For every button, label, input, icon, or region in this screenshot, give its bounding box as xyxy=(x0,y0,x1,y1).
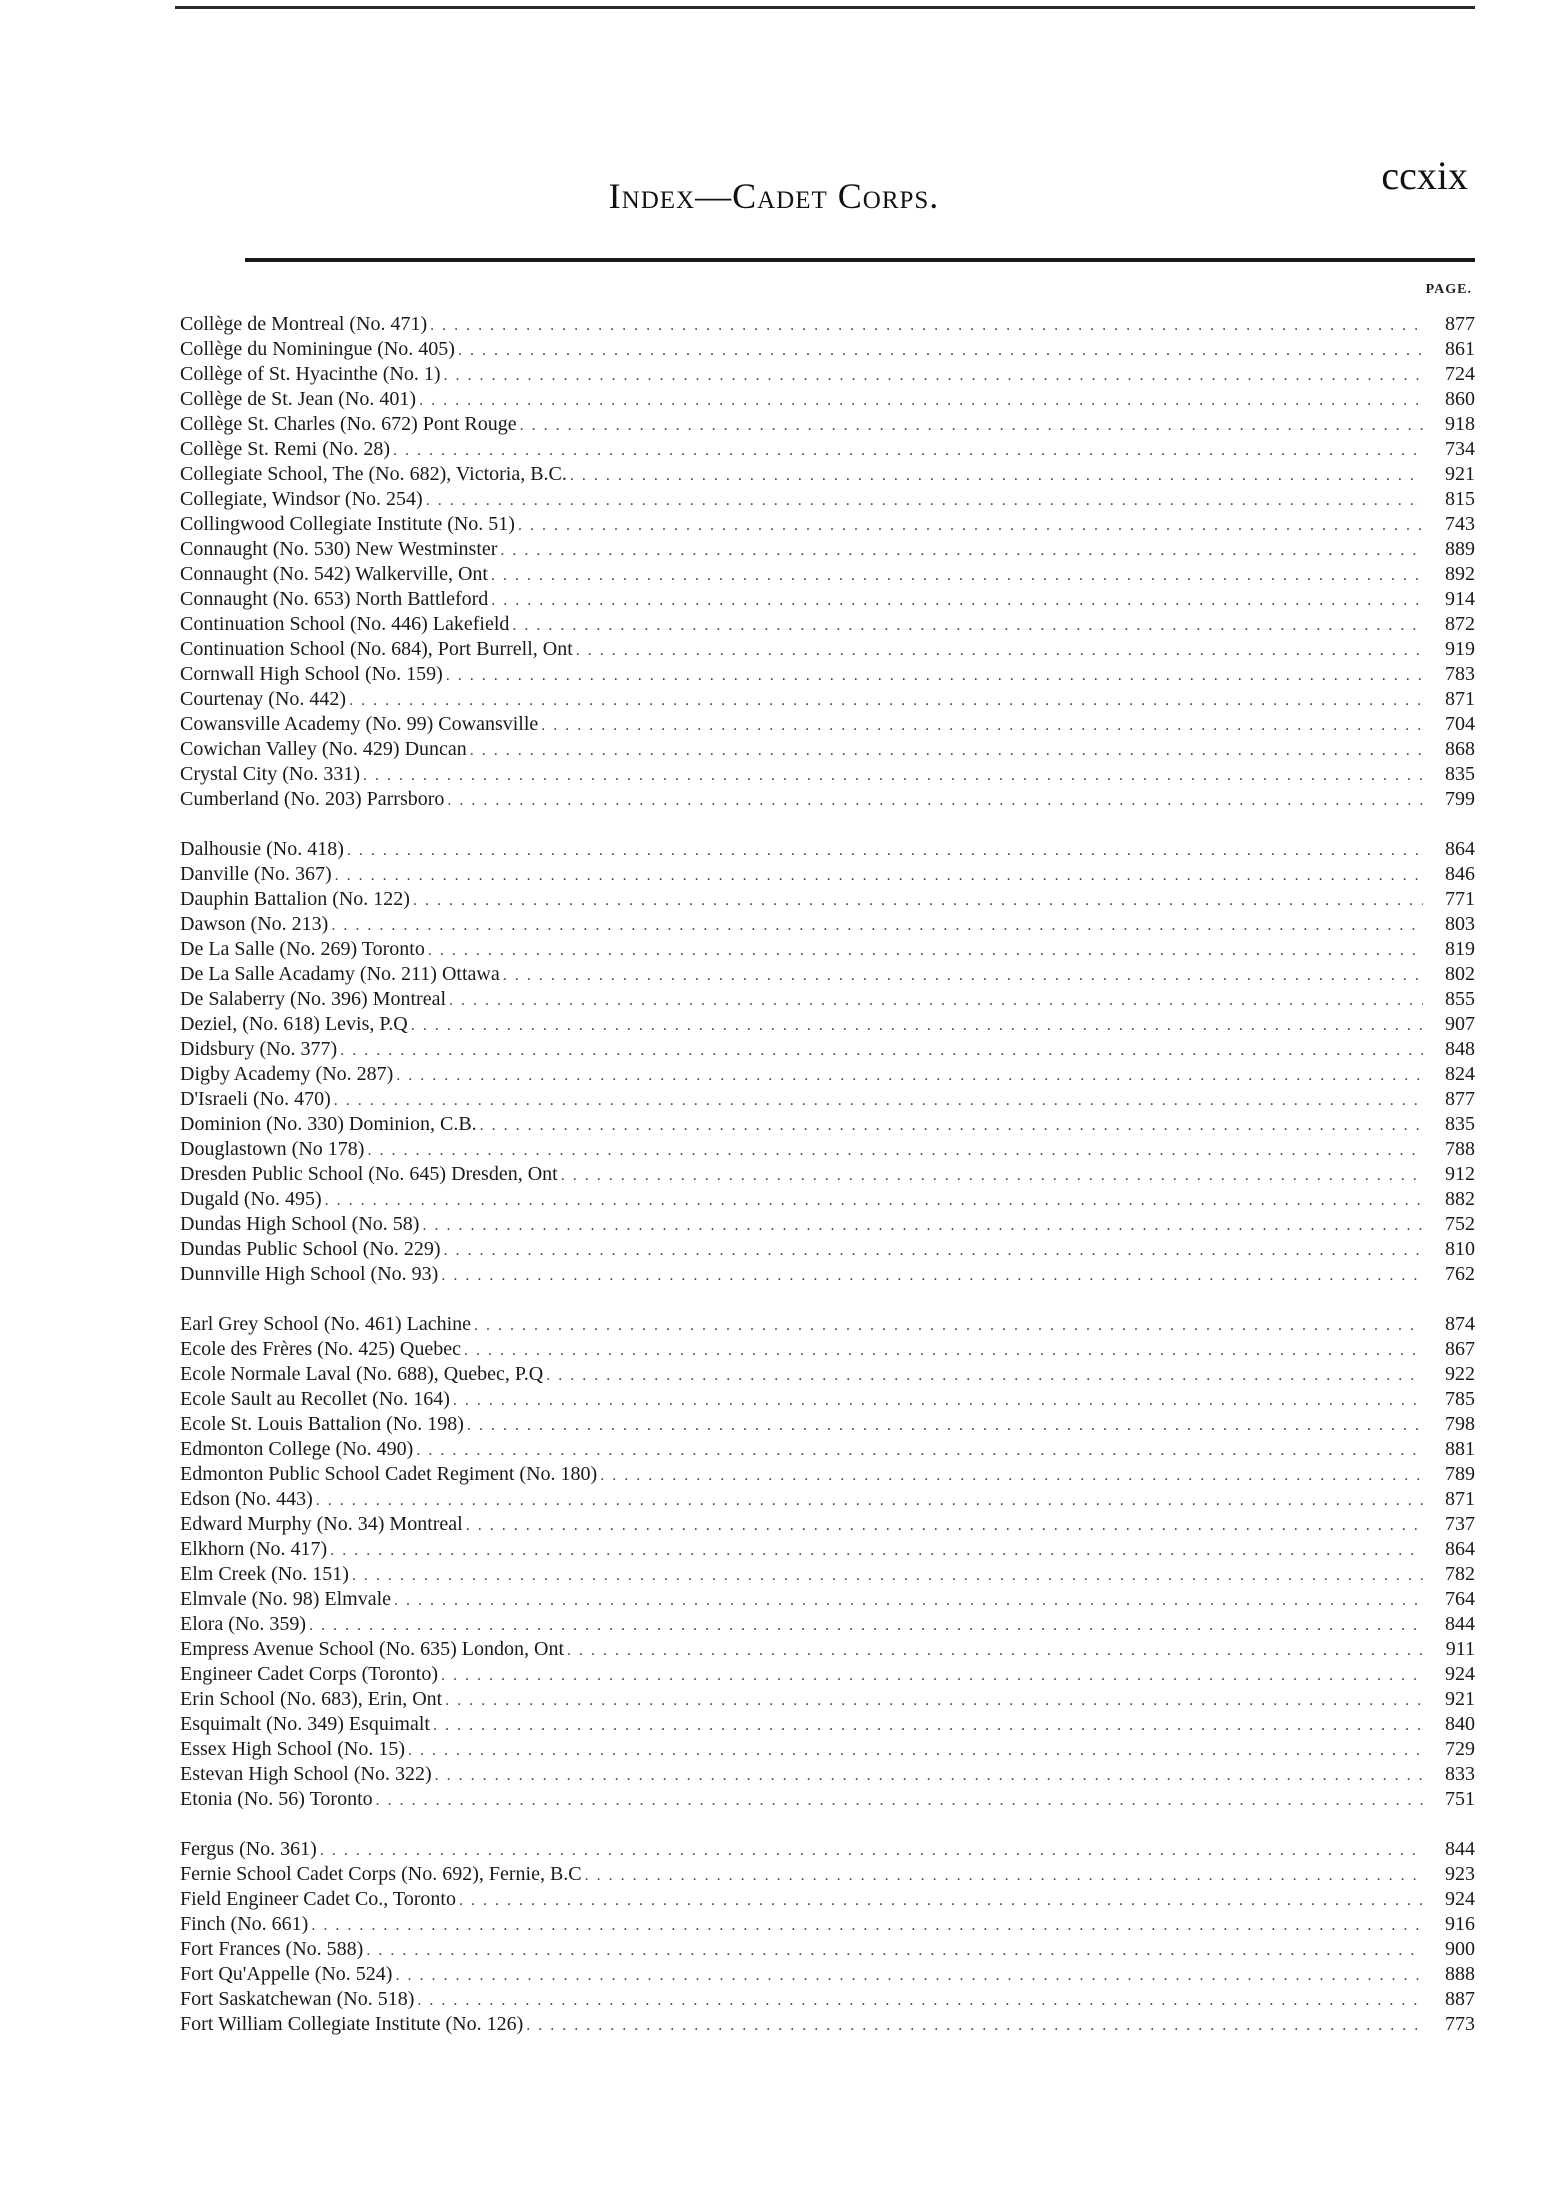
index-entry xyxy=(180,1787,1475,1812)
dot-leader xyxy=(470,738,1423,763)
index-entry-label: Elora (No. 359) xyxy=(180,1613,307,1635)
index-entry xyxy=(180,1362,1475,1387)
index-entry xyxy=(180,712,1475,737)
index-entry-page: 921 xyxy=(1445,1688,1475,1710)
index-entry-page: 868 xyxy=(1445,738,1475,760)
index-entry-page: 751 xyxy=(1445,1788,1475,1810)
index-entry xyxy=(180,412,1475,437)
index-entry xyxy=(180,1237,1475,1262)
index-entry xyxy=(180,912,1475,937)
index-entry-page: 764 xyxy=(1445,1588,1475,1610)
index-entry-page: 892 xyxy=(1445,563,1475,585)
index-entry xyxy=(180,2012,1475,2037)
index-entry-label: Collège de St. Jean (No. 401) xyxy=(180,388,417,410)
dot-leader xyxy=(363,763,1423,788)
index-entry xyxy=(180,1187,1475,1212)
dot-leader xyxy=(334,1088,1423,1113)
index-entry-page: 919 xyxy=(1445,638,1475,660)
index-entry-page: 871 xyxy=(1445,688,1475,710)
index-entry xyxy=(180,862,1475,887)
index-entry-page: 887 xyxy=(1445,1988,1475,2010)
index-entry-page: 819 xyxy=(1445,938,1475,960)
index-entry-page: 881 xyxy=(1445,1438,1475,1460)
index-entry-page: 872 xyxy=(1445,613,1475,635)
index-entry xyxy=(180,987,1475,1012)
index-entry-page: 846 xyxy=(1445,863,1475,885)
dot-leader xyxy=(316,1488,1423,1513)
index-entry-label: Collège St. Charles (No. 672) Pont Rouge xyxy=(180,413,517,435)
page-folio: ccxix xyxy=(1381,153,1468,198)
index-entry xyxy=(180,1687,1475,1712)
dot-leader xyxy=(426,488,1423,513)
index-entry xyxy=(180,612,1475,637)
dot-leader xyxy=(366,1938,1423,1963)
dot-leader xyxy=(422,1213,1423,1238)
index-entry-label: Essex High School (No. 15) xyxy=(180,1738,405,1760)
index-entry-label: Finch (No. 661) xyxy=(180,1913,309,1935)
dot-leader xyxy=(367,1138,1423,1163)
index-entry-page: 752 xyxy=(1445,1213,1475,1235)
index-entry-label: Ecole St. Louis Battalion (No. 198) xyxy=(180,1413,464,1435)
index-entry-label: Empress Avenue School (No. 635) London, Ont xyxy=(180,1638,565,1660)
dot-leader xyxy=(520,413,1423,438)
index-entry-label: Didsbury (No. 377) xyxy=(180,1038,338,1060)
dot-leader xyxy=(459,1888,1423,1913)
dot-leader xyxy=(503,963,1423,988)
dot-leader xyxy=(325,1188,1423,1213)
index-entry-page: 743 xyxy=(1445,513,1475,535)
dot-leader xyxy=(567,1638,1423,1663)
header-rule xyxy=(245,258,1475,262)
dot-leader xyxy=(331,913,1423,938)
index-entry xyxy=(180,1412,1475,1437)
dot-leader xyxy=(480,1113,1423,1138)
index-entry-label: Crystal City (No. 331) xyxy=(180,763,360,785)
index-entry-page: 729 xyxy=(1445,1738,1475,1760)
index-entry-label: Elkhorn (No. 417) xyxy=(180,1538,328,1560)
dot-leader xyxy=(600,1463,1423,1488)
index-entry xyxy=(180,837,1475,862)
index-entry-label: Dresden Public School (No. 645) Dresden, Ont xyxy=(180,1163,558,1185)
index-entry xyxy=(180,1137,1475,1162)
index-entry xyxy=(180,1737,1475,1762)
page-column-heading: PAGE. xyxy=(1425,282,1472,297)
index-entry xyxy=(180,1012,1475,1037)
index-entry-page: 860 xyxy=(1445,388,1475,410)
index-entry xyxy=(180,787,1475,812)
index-entry-page: 889 xyxy=(1445,538,1475,560)
index-entry-label: Connaught (No. 530) New Westminster xyxy=(180,538,498,560)
index-entry-page: 734 xyxy=(1445,438,1475,460)
index-entry xyxy=(180,1512,1475,1537)
index-entry-label: Collegiate School, The (No. 682), Victoria, B.C. xyxy=(180,463,567,485)
index-entry-label: Cowansville Academy (No. 99) Cowansville xyxy=(180,713,539,735)
index-entry xyxy=(180,1437,1475,1462)
index-entry-page: 815 xyxy=(1445,488,1475,510)
index-entry-page: 861 xyxy=(1445,338,1475,360)
index-entry-label: Dundas Public School (No. 229) xyxy=(180,1238,441,1260)
index-entry-label: Estevan High School (No. 322) xyxy=(180,1763,432,1785)
dot-leader xyxy=(433,1713,1423,1738)
index-entry-label: Dugald (No. 495) xyxy=(180,1188,322,1210)
index-entry-page: 782 xyxy=(1445,1563,1475,1585)
index-entry xyxy=(180,437,1475,462)
index-entry-page: 788 xyxy=(1445,1138,1475,1160)
dot-leader xyxy=(444,1238,1423,1263)
index-entry xyxy=(180,887,1475,912)
index-entry-page: 923 xyxy=(1445,1863,1475,1885)
index-entry xyxy=(180,1462,1475,1487)
index-entry-page: 877 xyxy=(1445,1088,1475,1110)
index-entry-page: 799 xyxy=(1445,788,1475,810)
index-entry xyxy=(180,1112,1475,1137)
index-entry-page: 922 xyxy=(1445,1363,1475,1385)
index-entry-page: 724 xyxy=(1445,363,1475,385)
dot-leader xyxy=(512,613,1423,638)
index-entry xyxy=(180,1637,1475,1662)
dot-leader xyxy=(576,638,1423,663)
index-entry-page: 835 xyxy=(1445,1113,1475,1135)
index-entry-page: 840 xyxy=(1445,1713,1475,1735)
index-entry-page: 833 xyxy=(1445,1763,1475,1785)
index-entry-label: Etonia (No. 56) Toronto xyxy=(180,1788,373,1810)
index-entry-page: 824 xyxy=(1445,1063,1475,1085)
index-entry xyxy=(180,487,1475,512)
dot-leader xyxy=(458,338,1423,363)
dot-leader xyxy=(491,563,1423,588)
page-title: Index—Cadet Corps. xyxy=(608,176,940,216)
index-entry xyxy=(180,1162,1475,1187)
dot-leader xyxy=(441,1663,1423,1688)
index-entry-page: 704 xyxy=(1445,713,1475,735)
index-entry-label: Collège St. Remi (No. 28) xyxy=(180,438,390,460)
index-entry-label: Field Engineer Cadet Co., Toronto xyxy=(180,1888,456,1910)
dot-leader xyxy=(453,1388,1423,1413)
index-entry-page: 737 xyxy=(1445,1513,1475,1535)
index-entry xyxy=(180,537,1475,562)
index-entry xyxy=(180,687,1475,712)
index-entry-page: 864 xyxy=(1445,1538,1475,1560)
index-entry-page: 918 xyxy=(1445,413,1475,435)
dot-leader xyxy=(330,1538,1423,1563)
index-entry xyxy=(180,512,1475,537)
index-entry-label: Cowichan Valley (No. 429) Duncan xyxy=(180,738,467,760)
dot-leader xyxy=(417,1988,1423,2013)
index-entry-label: Fergus (No. 361) xyxy=(180,1838,317,1860)
index-entry-label: Dalhousie (No. 418) xyxy=(180,838,344,860)
dot-leader xyxy=(464,1338,1423,1363)
dot-leader xyxy=(546,1363,1423,1388)
index-entry-label: Earl Grey School (No. 461) Lachine xyxy=(180,1313,472,1335)
dot-leader xyxy=(585,1863,1423,1888)
index-entry-page: 802 xyxy=(1445,963,1475,985)
index-entry-page: 762 xyxy=(1445,1263,1475,1285)
dot-leader xyxy=(446,663,1423,688)
top-edge-rule xyxy=(175,6,1475,9)
index-entry xyxy=(180,1987,1475,2012)
index-entry xyxy=(180,1862,1475,1887)
index-entry xyxy=(180,762,1475,787)
index-entry xyxy=(180,362,1475,387)
index-entry-page: 874 xyxy=(1445,1313,1475,1335)
index-entry-label: Digby Academy (No. 287) xyxy=(180,1063,394,1085)
dot-leader xyxy=(466,1513,1423,1538)
index-entry-label: Elmvale (No. 98) Elmvale xyxy=(180,1588,392,1610)
index-entry-page: 844 xyxy=(1445,1838,1475,1860)
dot-leader xyxy=(561,1163,1423,1188)
index-entry-page: 907 xyxy=(1445,1013,1475,1035)
index-entry-page: 810 xyxy=(1445,1238,1475,1260)
dot-leader xyxy=(449,988,1423,1013)
index-entry-label: Connaught (No. 653) North Battleford xyxy=(180,588,489,610)
dot-leader xyxy=(430,313,1423,338)
index-entry-page: 924 xyxy=(1445,1663,1475,1685)
index-entry xyxy=(180,462,1475,487)
index-entry-page: 773 xyxy=(1445,2013,1475,2035)
dot-leader xyxy=(352,1563,1423,1588)
index-entry xyxy=(180,937,1475,962)
index-entry-label: Connaught (No. 542) Walkerville, Ont xyxy=(180,563,488,585)
index-entry-page: 900 xyxy=(1445,1938,1475,1960)
index-entry xyxy=(180,1562,1475,1587)
index-entry-page: 888 xyxy=(1445,1963,1475,1985)
index-entry-label: Engineer Cadet Corps (Toronto) xyxy=(180,1663,438,1685)
index-entry-label: Elm Creek (No. 151) xyxy=(180,1563,349,1585)
index-entry xyxy=(180,962,1475,987)
index-entry-label: Edmonton Public School Cadet Regiment (No. 180) xyxy=(180,1463,598,1485)
index-entry xyxy=(180,312,1475,337)
index-entry-page: 785 xyxy=(1445,1388,1475,1410)
index-entry-label: Edward Murphy (No. 34) Montreal xyxy=(180,1513,463,1535)
index-entry xyxy=(180,1312,1475,1337)
index-entry-page: 771 xyxy=(1445,888,1475,910)
index-entry-page: 789 xyxy=(1445,1463,1475,1485)
index-entry-label: Edson (No. 443) xyxy=(180,1488,313,1510)
dot-leader xyxy=(395,1963,1423,1988)
index-entry-label: Edmonton College (No. 490) xyxy=(180,1438,414,1460)
index-entry-page: 912 xyxy=(1445,1163,1475,1185)
index-entry-page: 914 xyxy=(1445,588,1475,610)
dot-leader xyxy=(416,1438,1423,1463)
dot-leader xyxy=(518,513,1423,538)
index-entry xyxy=(180,1387,1475,1412)
index-entry xyxy=(180,1087,1475,1112)
index-entry xyxy=(180,737,1475,762)
index-entry-label: Collège du Nominingue (No. 405) xyxy=(180,338,455,360)
index-entry-label: Courtenay (No. 442) xyxy=(180,688,347,710)
index-entry xyxy=(180,1037,1475,1062)
dot-leader xyxy=(311,1913,1423,1938)
dot-leader xyxy=(347,838,1423,863)
index-entry-label: Collegiate, Windsor (No. 254) xyxy=(180,488,423,510)
index-entry-label: Cumberland (No. 203) Parrsboro xyxy=(180,788,445,810)
index-entry-label: Deziel, (No. 618) Levis, P.Q xyxy=(180,1013,408,1035)
index-entry-page: 924 xyxy=(1445,1888,1475,1910)
index-entry xyxy=(180,1587,1475,1612)
index-entry xyxy=(180,1662,1475,1687)
dot-leader xyxy=(335,863,1423,888)
index-entry xyxy=(180,562,1475,587)
dot-leader xyxy=(309,1613,1423,1638)
dot-leader xyxy=(340,1038,1423,1063)
index-entry xyxy=(180,1937,1475,1962)
index-entry xyxy=(180,1912,1475,1937)
dot-leader xyxy=(408,1738,1423,1763)
index-entry-label: Erin School (No. 683), Erin, Ont xyxy=(180,1688,443,1710)
dot-leader xyxy=(376,1788,1423,1813)
index-entry xyxy=(180,1487,1475,1512)
index-entry xyxy=(180,1262,1475,1287)
index-entry xyxy=(180,662,1475,687)
index-entry-label: Fort Saskatchewan (No. 518) xyxy=(180,1988,415,2010)
index-entry-page: 835 xyxy=(1445,763,1475,785)
dot-leader xyxy=(491,588,1423,613)
index-entry xyxy=(180,1887,1475,1912)
dot-leader xyxy=(526,2013,1423,2038)
dot-leader xyxy=(413,888,1423,913)
dot-leader xyxy=(394,1588,1423,1613)
index-entry-label: Danville (No. 367) xyxy=(180,863,332,885)
dot-leader xyxy=(411,1013,1423,1038)
index-entry-label: Fort William Collegiate Institute (No. 126) xyxy=(180,2013,524,2035)
index-entry-label: Ecole Sault au Recollet (No. 164) xyxy=(180,1388,450,1410)
index-entry-label: De Salaberry (No. 396) Montreal xyxy=(180,988,447,1010)
index-entry-label: Collège de Montreal (No. 471) xyxy=(180,313,428,335)
index-entry xyxy=(180,1712,1475,1737)
dot-leader xyxy=(349,688,1423,713)
index-entry-label: Fort Frances (No. 588) xyxy=(180,1938,364,1960)
index-entry xyxy=(180,1837,1475,1862)
dot-leader xyxy=(320,1838,1423,1863)
index-entry xyxy=(180,1612,1475,1637)
index-entry-label: Dunnville High School (No. 93) xyxy=(180,1263,439,1285)
index-entry-label: Fort Qu'Appelle (No. 524) xyxy=(180,1963,393,1985)
index-entry-page: 848 xyxy=(1445,1038,1475,1060)
index-entry xyxy=(180,337,1475,362)
dot-leader xyxy=(447,788,1423,813)
dot-leader xyxy=(435,1763,1423,1788)
dot-leader xyxy=(441,1263,1423,1288)
index-entry-page: 882 xyxy=(1445,1188,1475,1210)
index-entry-page: 864 xyxy=(1445,838,1475,860)
index-entry-label: Ecole des Frères (No. 425) Quebec xyxy=(180,1338,462,1360)
index-entry xyxy=(180,387,1475,412)
index-entry-page: 803 xyxy=(1445,913,1475,935)
index-entry-label: Esquimalt (No. 349) Esquimalt xyxy=(180,1713,430,1735)
index-entry-label: Ecole Normale Laval (No. 688), Quebec, P.Q xyxy=(180,1363,544,1385)
index-entry-label: De La Salle (No. 269) Toronto xyxy=(180,938,425,960)
page-header xyxy=(0,140,1548,230)
index-entry-label: Dawson (No. 213) xyxy=(180,913,329,935)
dot-leader xyxy=(541,713,1423,738)
index-entry-page: 783 xyxy=(1445,663,1475,685)
index-entry-page: 867 xyxy=(1445,1338,1475,1360)
index-entry-label: Fernie School Cadet Corps (No. 692), Fernie, B.C xyxy=(180,1863,582,1885)
dot-leader xyxy=(419,388,1423,413)
dot-leader xyxy=(396,1063,1423,1088)
index-entry xyxy=(180,1537,1475,1562)
index-entry xyxy=(180,1062,1475,1087)
index-entry-label: Continuation School (No. 446) Lakefield xyxy=(180,613,510,635)
index-entry-page: 871 xyxy=(1445,1488,1475,1510)
index-entry-page: 798 xyxy=(1445,1413,1475,1435)
dot-leader xyxy=(474,1313,1423,1338)
dot-leader xyxy=(570,463,1423,488)
index-entry xyxy=(180,1762,1475,1787)
index-entry xyxy=(180,587,1475,612)
dot-leader xyxy=(467,1413,1423,1438)
index-entry xyxy=(180,1337,1475,1362)
dot-leader xyxy=(500,538,1423,563)
index-entry-label: Cornwall High School (No. 159) xyxy=(180,663,443,685)
index-entry-label: Collège of St. Hyacinthe (No. 1) xyxy=(180,363,441,385)
index-entry xyxy=(180,637,1475,662)
dot-leader xyxy=(393,438,1423,463)
dot-leader xyxy=(445,1688,1423,1713)
index-list xyxy=(180,312,1475,2037)
index-entry-page: 911 xyxy=(1445,1638,1475,1660)
index-entry-label: Continuation School (No. 684), Port Burrell, Ont xyxy=(180,638,573,660)
index-entry-label: Collingwood Collegiate Institute (No. 51) xyxy=(180,513,515,535)
dot-leader xyxy=(428,938,1423,963)
index-entry-label: Dominion (No. 330) Dominion, C.B. xyxy=(180,1113,477,1135)
index-entry-label: Dauphin Battalion (No. 122) xyxy=(180,888,410,910)
index-entry xyxy=(180,1212,1475,1237)
index-entry-label: De La Salle Acadamy (No. 211) Ottawa xyxy=(180,963,500,985)
index-entry xyxy=(180,1962,1475,1987)
index-entry-page: 844 xyxy=(1445,1613,1475,1635)
index-entry-page: 855 xyxy=(1445,988,1475,1010)
index-entry-page: 916 xyxy=(1445,1913,1475,1935)
index-entry-label: D'Israeli (No. 470) xyxy=(180,1088,331,1110)
index-entry-label: Douglastown (No 178) xyxy=(180,1138,365,1160)
index-entry-page: 921 xyxy=(1445,463,1475,485)
dot-leader xyxy=(444,363,1424,388)
index-entry-page: 877 xyxy=(1445,313,1475,335)
index-entry-label: Dundas High School (No. 58) xyxy=(180,1213,420,1235)
